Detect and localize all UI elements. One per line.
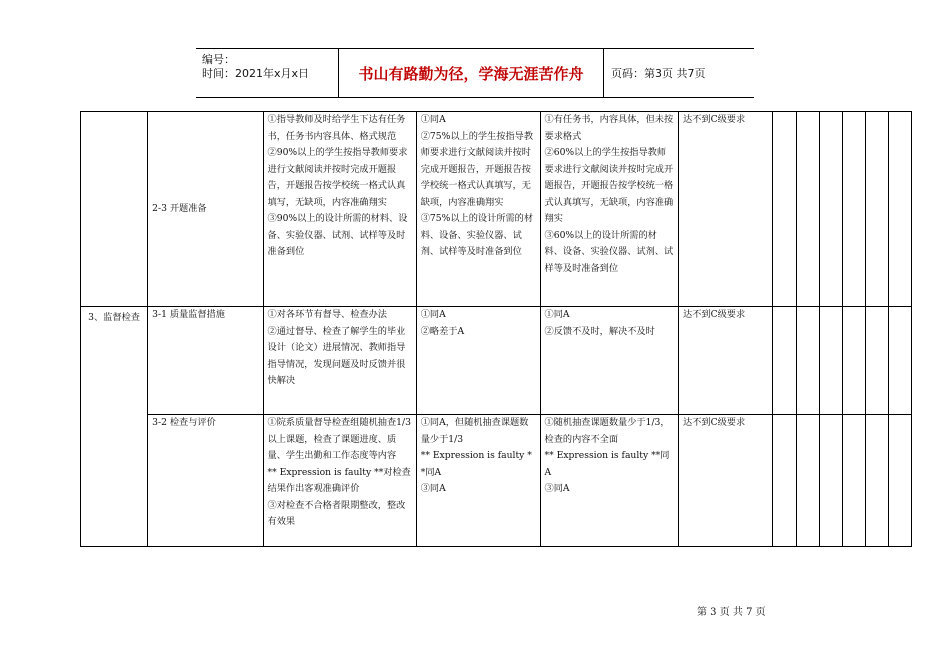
standard-cell [263, 112, 416, 307]
header-page-number: 页码：第3页 共7页 [611, 67, 706, 80]
standard-cell [263, 307, 416, 415]
header-info [196, 49, 339, 97]
item-cell: 3-1 质量监督措施 [148, 307, 263, 415]
blank-score-cell [865, 307, 888, 415]
standard-cell [263, 415, 416, 547]
header-motto: 书山有路勤为径，学海无涯苦作舟 [339, 49, 604, 97]
blank-score-cell [819, 307, 842, 415]
grade-b-cell [416, 415, 540, 547]
criteria-line: ②90%以上的学生按指导教师要求进行文献阅读并按时完成开题报告，开题报告按学校统一格式认真填写，无缺项，内容准确翔实 [267, 147, 408, 208]
category-cell: 3、监督检查 [81, 307, 148, 547]
criteria-line: ③60%以上的设计所需的材料、设备、实验仪器、试剂、试样等及时准备到位 [544, 229, 674, 274]
page-header [196, 48, 754, 98]
criteria-line: ③同A [544, 483, 570, 494]
blank-score-cell [796, 307, 819, 415]
criteria-line: ①同A [420, 309, 446, 320]
criteria-line: ①对各环节有督导、检查办法 [267, 309, 387, 320]
blank-score-cell [796, 415, 819, 547]
table-row [81, 415, 912, 547]
grade-c-cell [540, 307, 679, 415]
criteria-line: ** Expression is faulty **同A [420, 450, 532, 478]
grade-b-cell [416, 112, 540, 307]
criteria-line: ①同A，但随机抽查课题数量少于1/3 [420, 417, 529, 445]
blank-score-cell [819, 112, 842, 307]
criteria-line: ①有任务书，内容具体，但未按要求格式 [544, 114, 674, 142]
blank-score-cell [773, 112, 796, 307]
blank-score-cell [888, 415, 911, 547]
blank-score-cell [888, 307, 911, 415]
grade-d-cell: 达不到C级要求 [679, 112, 773, 307]
grade-d-cell: 达不到C级要求 [679, 415, 773, 547]
blank-score-cell [842, 307, 865, 415]
item-cell: 2-3 开题准备 [148, 112, 263, 307]
page-footer: 第 3 页 共 7 页 [697, 607, 766, 618]
criteria-line: ③同A [420, 483, 446, 494]
criteria-line: ②75%以上的学生按指导教师要求进行文献阅读并按时完成开题报告，开题报告按学校统一格式认真填写，无缺项，内容准确翔实 [420, 130, 534, 208]
criteria-line: ③75%以上的设计所需的材料、设备、实验仪器、试剂、试样等及时准备到位 [420, 213, 534, 257]
criteria-line: ②60%以上的学生按指导教师要求进行文献阅读并按时完成开题报告，开题报告按学校统一格式认真填写，无缺项，内容准确翔实 [544, 147, 674, 224]
criteria-line: ②通过督导、检查了解学生的毕业设计（论文）进展情况、教师指导指导情况，发现问题及时反馈并很快解决 [267, 325, 406, 386]
blank-score-cell [819, 415, 842, 547]
grade-c-cell [540, 415, 679, 547]
criteria-line: ①同A [544, 309, 570, 320]
table-row [81, 307, 912, 415]
time-label: 时间：2021年x月x日 [202, 67, 310, 80]
blank-score-cell [888, 112, 911, 307]
number-label: 编号： [202, 53, 235, 66]
criteria-line: ②略差于A [420, 325, 465, 337]
criteria-line: ①随机抽查课题数量少于1/3，检查的内容不全面 [544, 417, 670, 445]
item-cell: 3-2 检查与评价 [148, 415, 263, 547]
criteria-line: ①指导教师及时给学生下达有任务书，任务书内容具体、格式规范 [267, 114, 406, 142]
blank-score-cell [842, 112, 865, 307]
criteria-line: ③对检查不合格者限期整改，整改有效果 [267, 499, 406, 527]
blank-score-cell [842, 415, 865, 547]
criteria-line: ①院系质量督导检查组随机抽查1/3以上课题，检查了课题进度、质量、学生出勤和工作态度等内容 [267, 417, 411, 461]
criteria-line: ③90%以上的设计所需的材料、设备、实验仪器、试剂、试样等及时准备到位 [267, 213, 408, 257]
category-cell [81, 112, 148, 307]
blank-score-cell [773, 307, 796, 415]
criteria-line: ②反馈不及时，解决不及时 [544, 325, 655, 337]
evaluation-table [80, 111, 912, 547]
blank-score-cell [796, 112, 819, 307]
table-row [81, 112, 912, 307]
blank-score-cell [865, 415, 888, 547]
blank-score-cell [865, 112, 888, 307]
criteria-line: ①同A [420, 114, 446, 125]
blank-score-cell [773, 415, 796, 547]
grade-d-cell: 达不到C级要求 [679, 307, 773, 415]
criteria-line: ** Expression is faulty **同A [544, 450, 670, 478]
grade-c-cell [540, 112, 679, 307]
grade-b-cell [416, 307, 540, 415]
criteria-line: ** Expression is faulty **对检查结果作出客观准确评价 [267, 466, 411, 494]
